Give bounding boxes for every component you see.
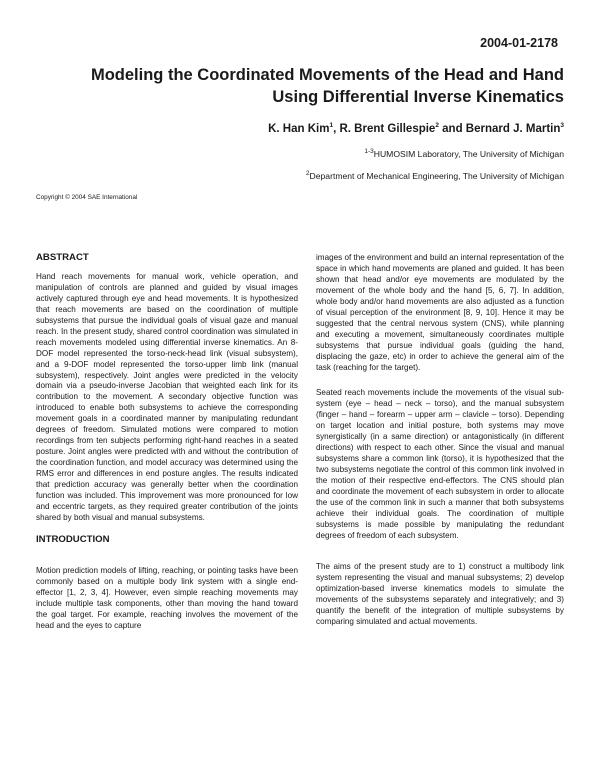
introduction-paragraph-1: Motion prediction models of lifting, reaching, or pointing tasks have been commonly based on a multiple body link system with a single end-effector [1, 2, 3, 4]. However, even simple reaching movements may include multiple task components, other than moving the hand toward the goal target. For example, reaching involves the movement of the head and the eyes to capture xyxy=(36,565,298,630)
abstract-text: Hand reach movements for manual work, vehicle operation, and manipulation of controls are planned and guided by visual images actively captured through eye and head movements. It is hypothesized that reach movements are based on the coordination of multiple subsystems that pursue the individual goals of visual gaze and manual reach. In the present study, shared control coordination was simulated in reach movements modeled using differential inverse kinematics. An 8-DOF model represented the torso-neck-head link (visual subsystem), and a 9-DOF model represented the torso-upper limb link (manual subsystem), respectively. Joint angles were predicted in the velocity domain via a pseudo-inverse Jacobian that weighted each link for its contribution to the movement. A secondary objective function was introduced to enable both subsystems to achieve the corresponding movement goals in a coordinated manner by manipulating redundant degrees of freedom. Simulated motions were compared to motion recordings from ten subjects performing right-hand reaches in a seated posture. Joint angles were predicted with and without the contribution of the coordination function, and model accuracy was determined using the RMS error and differences in end posture angles. The results indicated that prediction accuracy was generally better when the coordination function was included. This improvement was more pronounced for low and eccentric targets, as they required greater contribution of the joints shared by both visual and manual subsystems. xyxy=(36,271,298,522)
copyright-notice: Copyright © 2004 SAE International xyxy=(36,194,138,201)
title-line-1: Modeling the Coordinated Movements of the Head and Hand xyxy=(90,66,564,84)
author-affiliation-mark: 3 xyxy=(560,122,564,129)
introduction-heading: INTRODUCTION xyxy=(36,533,110,545)
author-affiliation-mark: 1 xyxy=(329,122,334,129)
abstract-heading: ABSTRACT xyxy=(36,252,89,263)
introduction-paragraph-1-continued: images of the environment and build an internal representation of the space in which hand movements are planed and guided. It has been shown that head and/or eye movements are modulated by the movement of the whole body and the hand [5, 6, 7]. In addition, whole body and/or hand movements are also adjusted as a function of visual perception of the environment [8, 9, 10]. Hence it may be suggested that the central nervous system (CNS), while planning and executing a movement, simultaneously coordinates multiple subsystems that pursue individual goals (guiding the hand, displacing the gaze, etc) in order to achieve the general aim of the task (reaching for the target). xyxy=(316,253,564,372)
author-name: K. Han Kim xyxy=(268,122,330,135)
affiliation-mark: 1-3 xyxy=(364,148,374,155)
paper-title xyxy=(44,64,564,108)
author-name: Bernard J. Martin xyxy=(465,122,561,135)
affiliation-text: Department of Mechanical Engineering, The University of Michigan xyxy=(309,170,564,181)
affiliation-mark: 2 xyxy=(305,170,310,177)
right-column xyxy=(316,253,564,628)
affiliation-2 xyxy=(306,170,564,181)
paper-number: 2004-01-2178 xyxy=(480,36,558,50)
introduction-paragraph-3: The aims of the present study are to 1) construct a multibody link system representing the visual and manual subsystems; 2) develop optimization-based inverse kinematics models to simulate the movements of the subsystems separately and integratively; and 3) quantify the benefit of the integration of multiple subsystems by comparing simulated and actual movements. xyxy=(316,561,564,626)
affiliation-text: HUMOSIM Laboratory, The University of Michigan xyxy=(373,148,564,159)
introduction-paragraph-2: Seated reach movements include the movements of the visual sub-system (eye – head – neck – torso), and the manual subsystem (finger – hand – forearm – upper arm – clavicle – torso). Depending on target location and initial posture, both systems may move synergistically (in a same direction) or antagonistically (in different directions) with respect to each other. Since the visual and manual subsystems share a common link (torso), it is hypothesized that the two subsystems negotiate the control of this common link involved in the motion of their respective end-effectors. The CNS should plan and coordinate the movement of each subsystem in order to allocate the use of the common link in such a manner that both subsystems achieve their individual goals. The coordination of multiple subsystems is made possible by manipulating the redundant degrees of freedom of each subsystem. xyxy=(316,388,564,540)
author-affiliation-mark: 2 xyxy=(435,122,439,129)
author-name: R. Brent Gillespie xyxy=(339,122,436,135)
affiliation-1 xyxy=(364,148,564,159)
title-line-2: Using Differential Inverse Kinematics xyxy=(272,88,564,106)
author-list xyxy=(268,122,564,135)
left-column xyxy=(36,253,298,632)
author-separator: and xyxy=(438,122,466,135)
author-separator: , xyxy=(333,122,340,135)
